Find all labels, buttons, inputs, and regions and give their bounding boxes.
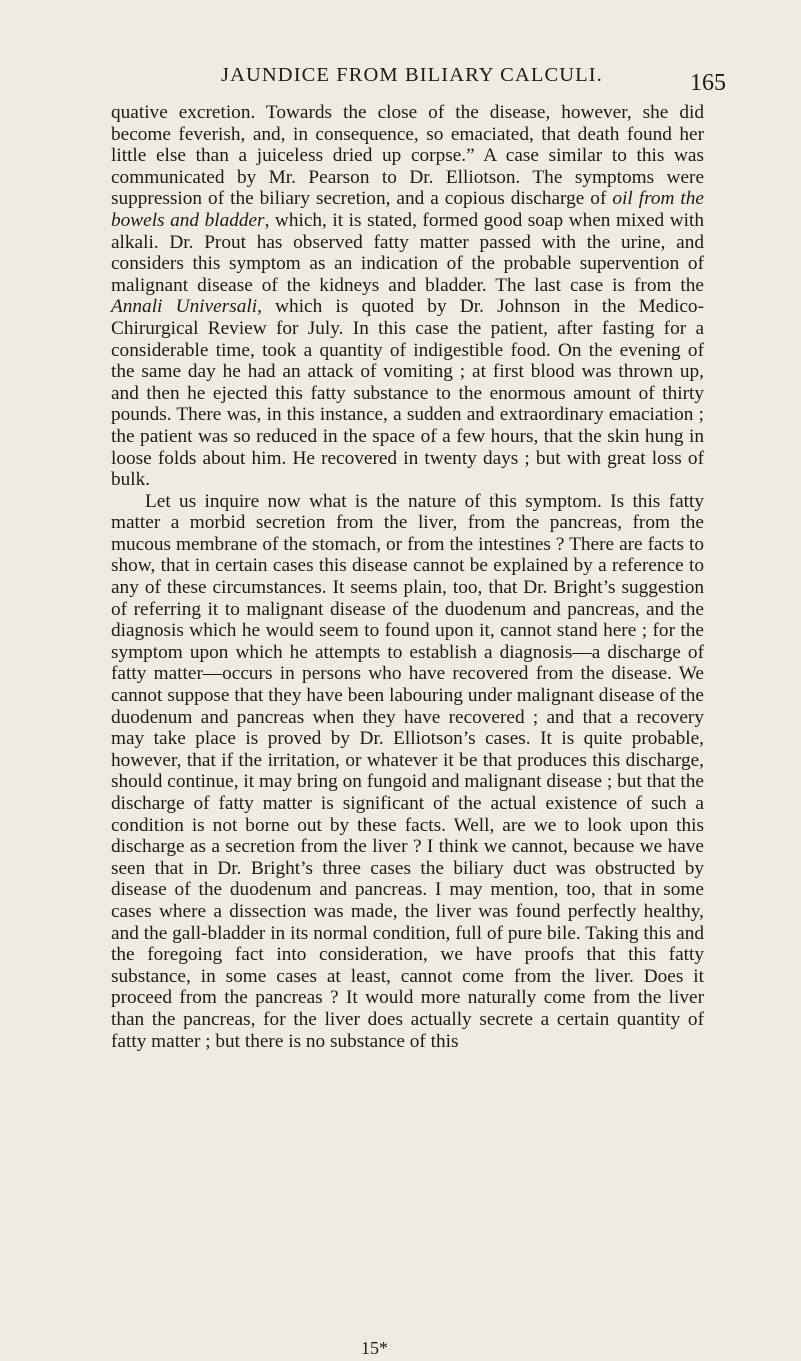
text-run: quative excretion. Towards the close of the disease, however, she did become feverish, and, in consequence, so emaciated, that death found her little else than a juiceless dried up corpse.” A case similar to this was communicated by Mr. Pearson to Dr. Elliotson. The symptoms were suppression of the biliary secretion, and a copious discharge of: [111, 102, 704, 210]
paragraph-2: [111, 491, 704, 1052]
running-title: JAUNDICE FROM BILIARY CALCULI.: [221, 64, 603, 86]
signature-mark: 15*: [361, 1338, 388, 1358]
text-run: Let us inquire now what is the nature of this symptom. Is this fatty matter a morbid secretion from the liver, from the pancreas, from the mucous membrane of the stomach, or from the intestines ? There are facts to show, that in certain cases this disease cannot be explained by a reference to any of these circumstances. It seems plain, too, that Dr. Bright’s suggestion of referring it to malignant disease of the duodenum and pancreas, and the diagnosis which he would seem to found upon it, cannot stand here ; for the symptom upon which he attempts to establish a diagnosis—a discharge of fatty matter—occurs in persons who have recovered from the disease. We cannot suppose that they have been labouring under malignant disease of the duodenum and pancreas when they have recovered ; and that a recovery may take place is proved by Dr. Elliotson’s cases. It is quite probable, however, that if the irritation, or whatever it be that produces this discharge, should continue, it may bring on fungoid and malignant disease ; but that the discharge of fatty matter is significant of the actual existence of such a condition is not borne out by these facts. Well, are we to look upon this discharge as a secretion from the liver ? I think we cannot, because we have seen that in Dr. Bright’s three cases the biliary duct was obstructed by disease of the duodenum and pancreas. I may mention, too, that in some cases where a dissection was made, the liver was found perfectly healthy, and the gall-bladder in its normal condition, full of pure bile. Taking this and the foregoing fact into consideration, we have proofs that this fatty substance, in some cases at least, cannot come from the liver. Does it proceed from the pancreas ? It would more naturally come from the liver than the pancreas, for the liver does actually secrete a certain quantity of fatty matter ; but there is no substance of this: [111, 490, 704, 1052]
text-run: , which is quoted by Dr. Johnson in the Medico-Chirurgical Review for July. In this case the patient, after fasting for a considerable time, took a quantity of indigestible food. On the evening of the same day he had an attack of vomiting ; at first blood was thrown up, and then he ejected this fatty substance to the enormous amount of thirty pounds. There was, in this instance, a sudden and extraordinary emaciation ; the patient was so reduced in the space of a few hours, that the skin hung in loose folds about him. He recovered in twenty days ; but with great loss of bulk.: [111, 296, 704, 491]
italic-phrase-annali-universali: Annali Universali: [111, 296, 258, 318]
running-head: [0, 64, 801, 96]
page-number: 165: [690, 70, 726, 96]
italic-phrase-oil-from-bowels: oil from the bowels and bladder: [111, 188, 704, 231]
body-text: [111, 102, 704, 1052]
paragraph-1: [111, 102, 704, 491]
text-run: , which, it is stated, formed good soap when mixed with alkali. Dr. Prout has observed fatty matter passed with the urine, and considers this symptom as an indication of the probable supervention of malignant disease of the kidneys and bladder. The last case is from the: [111, 209, 704, 296]
